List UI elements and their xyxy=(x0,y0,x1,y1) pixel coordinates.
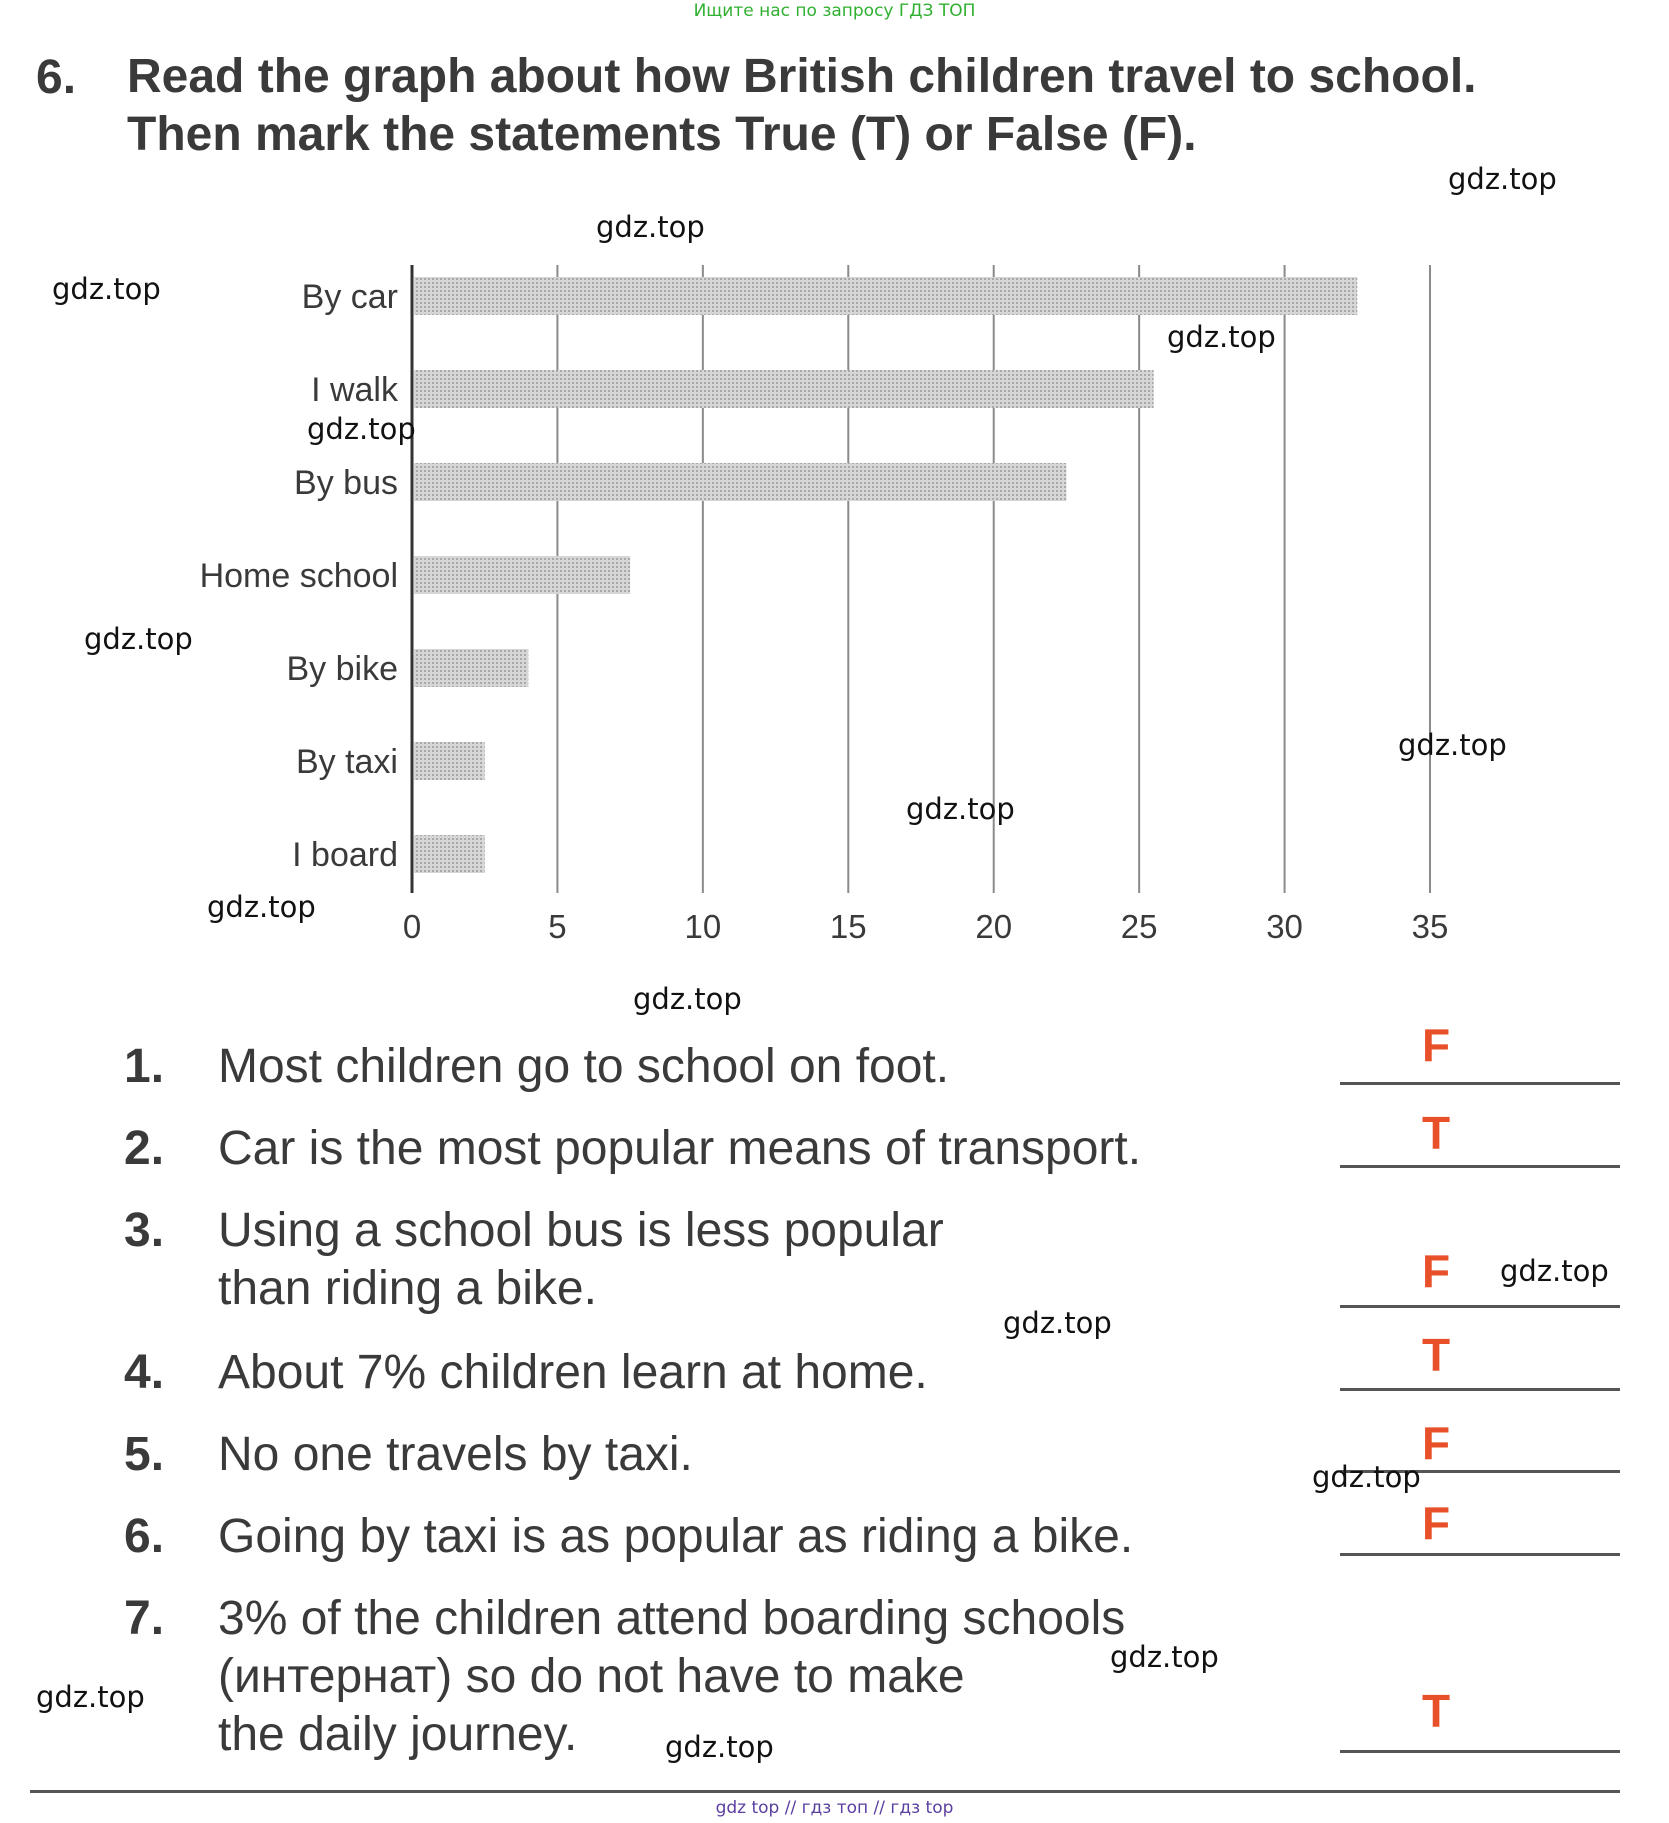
statement-text: 3% of the children attend boarding schools xyxy=(218,1592,1126,1645)
watermark-text: gdz.top xyxy=(1110,1640,1219,1674)
x-tick-label-10: 10 xyxy=(684,908,722,945)
answer-mark: T xyxy=(1422,1685,1451,1737)
bottom-divider xyxy=(30,1790,1620,1793)
category-label-home-school: Home school xyxy=(199,557,398,595)
x-tick-label-20: 20 xyxy=(975,908,1013,945)
statement-text: Most children go to school on foot. xyxy=(218,1040,950,1093)
category-label-by-bike: By bike xyxy=(286,650,398,688)
statement-text: the daily journey. xyxy=(218,1708,578,1761)
answer-blank-line xyxy=(1340,1388,1620,1391)
bar-i-board xyxy=(414,835,485,873)
statement-number: 5. xyxy=(124,1428,165,1481)
watermark-text: gdz.top xyxy=(52,272,161,306)
x-tick-label-25: 25 xyxy=(1120,908,1158,945)
statement-number: 7. xyxy=(124,1592,165,1645)
statement-text: No one travels by taxi. xyxy=(218,1428,693,1481)
statement-number: 1. xyxy=(124,1040,165,1093)
watermark-text: gdz.top xyxy=(1167,320,1276,354)
watermark-text: gdz.top xyxy=(36,1680,145,1714)
watermark-text: gdz.top xyxy=(596,210,705,244)
x-tick-label-5: 5 xyxy=(548,908,567,945)
answer-blank-line xyxy=(1340,1750,1620,1753)
category-label-i-board: I board xyxy=(292,836,398,874)
bar-by-car xyxy=(414,277,1357,315)
watermark-text: gdz.top xyxy=(906,792,1015,826)
statement-text: Going by taxi is as popular as riding a bike. xyxy=(218,1510,1134,1563)
statement-number: 6. xyxy=(124,1510,165,1563)
watermark-text: gdz.top xyxy=(1003,1306,1112,1340)
answer-blank-line xyxy=(1340,1165,1620,1168)
statement-text: (интернат) so do not have to make xyxy=(218,1650,965,1703)
x-tick-label-0: 0 xyxy=(402,908,422,945)
header-note: Ищите нас по запросу ГДЗ ТОП xyxy=(693,1,976,21)
category-label-by-bus: By bus xyxy=(294,464,398,502)
answer-mark: F xyxy=(1422,1245,1451,1297)
watermark-text: gdz.top xyxy=(1448,162,1557,196)
bar-i-walk xyxy=(414,370,1154,408)
watermark-text: gdz.top xyxy=(665,1730,774,1764)
answer-blank-line xyxy=(1340,1305,1620,1308)
watermark-text: gdz.top xyxy=(1312,1460,1421,1494)
statement-text: About 7% children learn at home. xyxy=(218,1346,928,1399)
task-title-line-2: Then mark the statements True (T) or False (F). xyxy=(127,108,1197,161)
statement-number: 2. xyxy=(124,1122,165,1175)
watermark-text: gdz.top xyxy=(84,622,193,656)
bar-home-school xyxy=(414,556,630,594)
x-tick-label-35: 35 xyxy=(1411,908,1449,945)
bar-chart xyxy=(0,230,1669,950)
category-label-i-walk: I walk xyxy=(311,371,398,409)
watermark-text: gdz.top xyxy=(307,412,416,446)
watermark-text: gdz.top xyxy=(1500,1254,1609,1288)
x-tick-label-30: 30 xyxy=(1266,908,1303,945)
x-tick-label-15: 15 xyxy=(829,908,867,945)
bar-by-bus xyxy=(414,463,1066,501)
bar-by-bike xyxy=(414,649,528,687)
task-number: 6. xyxy=(36,51,77,104)
answer-blank-line xyxy=(1340,1553,1620,1556)
answer-mark: F xyxy=(1422,1497,1451,1549)
footer-note: gdz top // гдз топ // гдз top xyxy=(715,1798,954,1818)
answer-blank-line xyxy=(1340,1082,1620,1085)
answer-mark: T xyxy=(1422,1107,1451,1159)
bar-by-taxi xyxy=(414,742,485,780)
statement-text: Car is the most popular means of transport. xyxy=(218,1122,1142,1175)
task-title xyxy=(127,48,1647,164)
watermark-text: gdz.top xyxy=(1398,728,1507,762)
statement-number: 4. xyxy=(124,1346,165,1399)
watermark-text: gdz.top xyxy=(207,890,316,924)
answer-mark: F xyxy=(1422,1019,1451,1071)
answer-mark: F xyxy=(1422,1417,1451,1469)
statement-text: Using a school bus is less popular xyxy=(218,1204,944,1257)
task-title-line-1: Read the graph about how British children travel to school. xyxy=(127,50,1477,103)
watermark-text: gdz.top xyxy=(633,982,742,1016)
statement-number: 3. xyxy=(124,1204,165,1257)
category-label-by-taxi: By taxi xyxy=(295,743,398,781)
category-label-by-car: By car xyxy=(301,278,398,316)
statement-text: than riding a bike. xyxy=(218,1262,597,1315)
answer-mark: T xyxy=(1422,1329,1451,1381)
